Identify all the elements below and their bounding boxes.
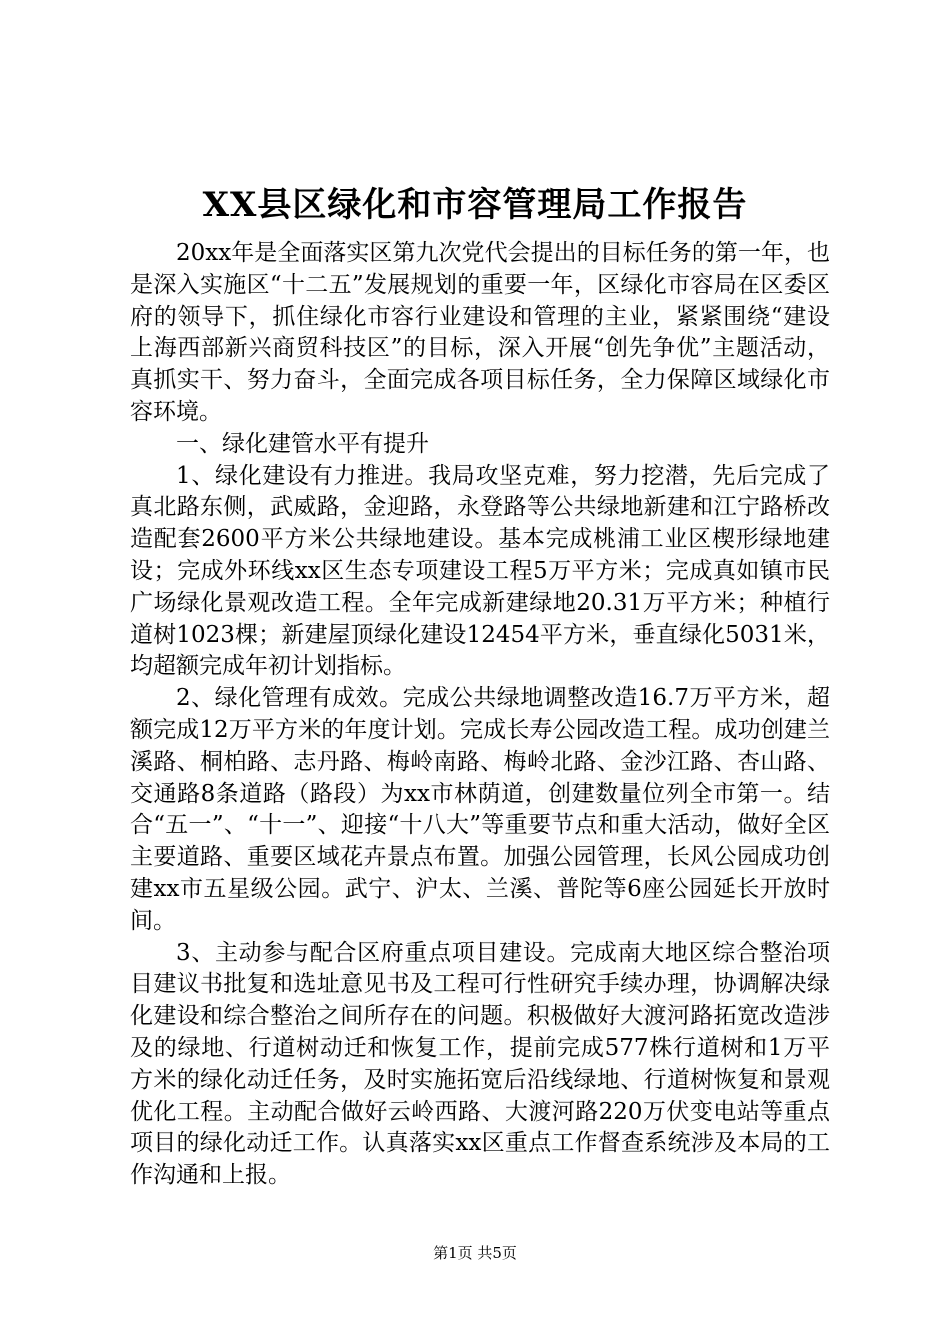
paragraph-key-projects: 3、主动参与配合区府重点项目建设。完成南大地区综合整治项目建议书批复和选址意见书及工程可行性研究手续办理，协调解决绿化建设和综合整治之间所存在的问题。积极做好大渡河路拓宽改造涉及的绿地、行道树动迁和恢复工作，提前完成577株行道树和1万平方米的绿化动迁任务，及时实施拓宽后沿线绿地、行道树恢复和景观优化工程。主动配合做好云岭西路、大渡河路220万伏变电站等重点项目的绿化动迁工作。认真落实xx区重点工作督查系统涉及本局的工作沟通和上报。	[130, 939, 830, 1189]
section-heading-1: 一、绿化建管水平有提升	[176, 430, 429, 457]
paragraph-intro: 20xx年是全面落实区第九次党代会提出的目标任务的第一年，也是深入实施区“十二五”发展规划的重要一年，区绿化市容局在区委区府的领导下，抓住绿化市容行业建设和管理的主业，紧紧围绕“建设上海西部新兴商贸科技区”的目标，深入开展“创先争优”主题活动，真抓实干、努力奋斗，全面完成各项目标任务，全力保障区域绿化市容环境。	[130, 240, 830, 425]
document-body	[130, 238, 830, 1192]
document-title: XX县区绿化和市容管理局工作报告	[202, 185, 748, 225]
paragraph-greening-construction: 1、绿化建设有力推进。我局攻坚克难，努力挖潜，先后完成了真北路东侧，武威路，金迎路，永登路等公共绿地新建和江宁路桥改造配套2600平方米公共绿地建设。基本完成桃浦工业区楔形绿地建设；完成外环线xx区生态专项建设工程5万平方米；完成真如镇市民广场绿化景观改造工程。全年完成新建绿地20.31万平方米；种植行道树1023棵；新建屋顶绿化建设12454平方米，垂直绿化5031米，均超额完成年初计划指标。	[130, 462, 830, 680]
page-footer: 第1页 共5页	[433, 1244, 517, 1262]
paragraph-greening-management: 2、绿化管理有成效。完成公共绿地调整改造16.7万平方米，超额完成12万平方米的年度计划。完成长寿公园改造工程。成功创建兰溪路、桐柏路、志丹路、梅岭南路、梅岭北路、金沙江路、杏山路、交通路8条道路（路段）为xx市林荫道，创建数量位列全市第一。结合“五一”、“十一”、迎接“十八大”等重要节点和重大活动，做好全区主要道路、重要区域花卉景点布置。加强公园管理，长风公园成功创建xx市五星级公园。武宁、沪太、兰溪、普陀等6座公园延长开放时间。	[130, 685, 830, 934]
